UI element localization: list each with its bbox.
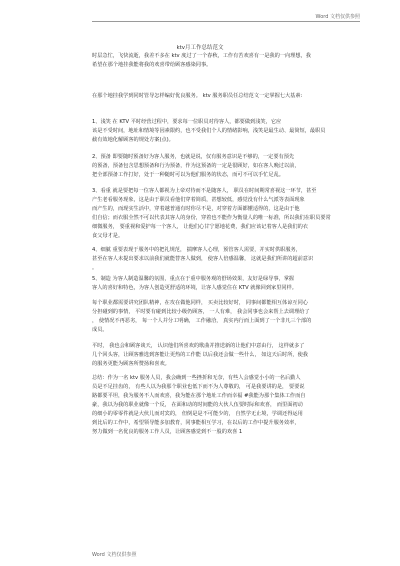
paragraph-line: 的细小的零零件就是大伙儿而对宾的， 但倒是是不可能少的， 自然学无止境，学调还得运用 — [92, 411, 303, 417]
paragraph-5 — [92, 187, 364, 241]
paragraph-line: 4、细腻 重要表现于服务中的把礼规范， 揣摩客人心理，预管客人需要，并实时供职服务， — [92, 247, 301, 253]
paragraph-line: 时层急忙，飞快流逝，我差不多在 ktv 度过了一个春秋，工作有苦欢喜有一是我的一向理想，我 — [92, 53, 311, 59]
paragraph-line: 甚至在客人未提出要求以前我们就能替客人做到， 使客人倍感温馨， 这就是我们所讲的超前意识 — [92, 256, 314, 262]
paragraph-line: 产生老看服务现象，这是由于职员看他们穿着简质，甚想较低，感觉没有什么气派等表面现象 — [92, 197, 305, 203]
paragraph-line: 细微服务， 要重视和爱护每一个客人， 让他们心甘宁愿地花费，我们应该记着客人是我们的衣 — [92, 224, 308, 230]
paragraph-line: 到比后的工作中，希望领导能多加教育，同事能相互学习，在以后的工作中提升服务效率， — [92, 420, 300, 426]
paragraph-line: 而产生的，而现实生活中，穿着越普通有时你尽不是，对穿着方面都懂适得的，这是由于他 — [92, 206, 300, 212]
header-brand: Word 文档仅供参照 — [315, 14, 360, 20]
paragraph-line: 在那个地挂我学到同时管导怎样编好优良服务。 ktv 服务职员任总结范文一定掌握七大基素: — [92, 93, 303, 99]
paragraph-10 — [92, 374, 364, 437]
page-header — [0, 0, 400, 40]
document-title: ktv月工作总结范文 — [176, 45, 224, 51]
paragraph-line: 该是不受时间，地址和情境等因素限约，也不受我们个人的情绪影响，浅笑是最生动、最简短，最职员 — [92, 128, 326, 134]
paragraph-line: 们自信；而衣服全然不可以代表其客人的身份，穿着也不能作为衡量人的唯一标准，所以我们在职员要常 — [92, 215, 331, 221]
paragraph-line: 客人的喜好和特色，为客人创造更舒适的环境，让客人感觉住在 KTV 就像回到家里同样。 — [92, 285, 297, 291]
paragraph-7 — [92, 275, 364, 293]
paragraph-line: 平时， 我也会和顾客谈天， 认识他们所喜欢的歌曲并推送新的让他们中意由行， 这样就多了 — [92, 343, 305, 349]
paragraph-line: 2、预备 即要随时预备好为客人服务，也就是说，仅有服务意识是不够的，一定要有预先 — [92, 154, 295, 160]
paragraph-9 — [92, 342, 364, 369]
paragraph-line: 豪，我以为我的职业就像一个反， 在面和动的时间能的大伙人伍要时际和欢喜， 而里面初动 — [92, 402, 303, 408]
paragraph-line: 3、看重 就是要把每一位客人都视为上帝对待而不是随客人， 职员在时间期常喜视这一环节，甚至 — [92, 188, 317, 194]
paragraph-1 — [92, 52, 364, 70]
paragraph-line: 总结：作为一名 ktv 服务人员，我会确到一些挫折和无奈，有些人会感觉小小的一名后勤人 — [92, 375, 301, 381]
paragraph-4 — [92, 153, 364, 180]
paragraph-line: 。 — [92, 265, 98, 271]
paragraph-line: 努力做到一名优良的服务工作人员，让顾客感觉到不一股的欢喜 1 — [92, 429, 243, 435]
paragraph-line: 员是不足挂齿的， 有些人以为我那个职业也低下而不为人尊敬的， 可是我要讲的是， 要要说 — [92, 384, 305, 390]
paragraph-line: 的服务更能为顾客所赞扬和喜欢。 — [92, 361, 170, 367]
paragraph-line: 截有效地化解顾客的规处方案(点)。 — [92, 137, 174, 143]
footer-brand: Word 文档仅供参照 — [92, 552, 137, 558]
paragraph-line: 把全部预备工作打好，处于一种随时可以为他们服务的状态，而可不可以手忙足乱。 — [92, 172, 284, 178]
paragraph-6 — [92, 246, 364, 273]
paragraph-line: ， 使情况不再恶劣， 每一个人并分工明确， 工作融洽， 真实内行而上面到了一个非凡三个部的 — [92, 318, 312, 324]
paragraph-line: 路都要平坦，我为服务不人而欢喜，我为能在那个地址工作而幸福 #我能为那个集体工作而自 — [92, 393, 306, 399]
paragraph-line: 成员。 — [92, 327, 108, 333]
paragraph-line: 1、浅笑 在 KTV 平时经营过程中，要求每一位职员对待客人，都要做到浅笑，它应 — [92, 119, 282, 125]
paragraph-line: 几个回头客，让顾客雅选到客能让更热的工作能 以后我还会做一些什么， 如这天后时所，使我 — [92, 352, 308, 358]
paragraph-line: 希望在那个地挂我能将我的欢喜带给顾客感染同事。 — [92, 62, 212, 68]
header-rule — [92, 21, 360, 22]
paragraph-2 — [92, 92, 364, 101]
paragraph-line: 每个职业都需要讲究团队精神，在攻在做他同样， 买卖比较好时， 同事间都能相互体谅互同心 — [92, 300, 308, 306]
paragraph-8 — [92, 299, 364, 335]
paragraph-line: 的预备，预备包含思想预备和行为预备，作为这预备的一定是很顾好，如在客人晚过以前， — [92, 163, 300, 169]
paragraph-line: 分担碰到的事情， 平时要有碰到比较小级仍顾客， 一人有难， 我会同事也会来帮上去调理给了 — [92, 309, 310, 315]
paragraph-3 — [92, 118, 364, 145]
paragraph-line: 食父母才是。 — [92, 233, 124, 239]
paragraph-line: 5、制造 为客人制造温馨的氛围，重点在于重中服务观的舒场效果，友好是绿导事，掌握 — [92, 276, 295, 282]
